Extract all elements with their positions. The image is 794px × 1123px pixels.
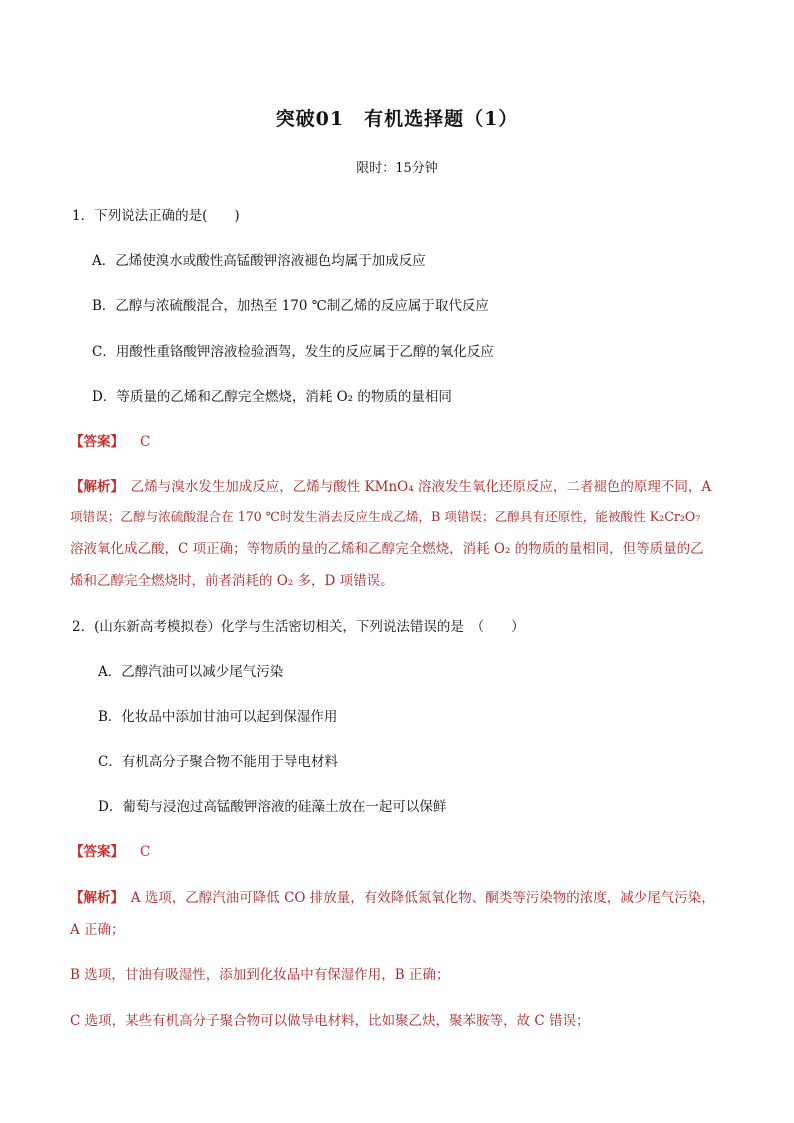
q2-option-d: D．葡萄与浸泡过高锰酸钾溶液的硅藻土放在一起可以保鲜 (98, 799, 447, 815)
q1-answer-label: 【答案】 (70, 434, 124, 450)
time-limit: 限时：15分钟 (356, 161, 438, 176)
q2-answer (70, 840, 740, 860)
q1-stem: 1．下列说法正确的是( ) (72, 208, 240, 224)
q2-analysis-text-1: A 选项，乙醇汽油可降低 CO 排放量，有效降低氮氧化物、酮类等污染物的浓度，减少尾气污染， (130, 890, 715, 906)
q2-option-b: B．化妆品中添加甘油可以起到保湿作用 (98, 709, 338, 725)
q2-analysis-label: 【解析】 (70, 890, 118, 906)
q2-analysis-line-1 (70, 886, 740, 906)
q1-analysis-line-4: 烯和乙醇完全燃烧时，前者消耗的 O₂ 多，D 项错误。 (70, 573, 394, 589)
q2-option-a: A．乙醇汽油可以减少尾气污染 (98, 664, 284, 680)
q1-analysis-line-3: 溶液氧化成乙酸，C 项正确；等物质的量的乙烯和乙醇完全燃烧，消耗 O₂ 的物质的量相同，但等质量的乙 (70, 541, 704, 557)
q1-analysis-line-1 (70, 475, 740, 495)
q2-analysis-line-3: B 选项，甘油有吸湿性，添加到化妆品中有保湿作用，B 正确； (70, 967, 450, 983)
q1-answer-value: C (140, 434, 151, 450)
q1-option-c: C．用酸性重铬酸钾溶液检验酒驾，发生的反应属于乙醇的氧化反应 (92, 344, 494, 360)
q2-stem: 2．(山东新高考模拟卷）化学与生活密切相关，下列说法错误的是 （ ） (72, 619, 525, 635)
q2-answer-value: C (140, 844, 151, 860)
page-title: 突破01 有机选择题（1） (275, 108, 519, 130)
q1-analysis-line-2: 项错误；乙醇与浓硫酸混合在 170 ℃时发生消去反应生成乙烯，B 项错误；乙醇具有还原性，能被酸性 K₂Cr₂O₇ (70, 509, 701, 524)
q1-answer (70, 430, 740, 450)
q1-analysis-text-1: 乙烯与溴水发生加成反应，乙烯与酸性 KMnO₄ 溶液发生氧化还原反应，二者褪色的原理不同，A (130, 479, 712, 495)
q2-option-c: C．有机高分子聚合物不能用于导电材料 (98, 754, 338, 770)
q2-analysis-line-2: A 正确； (70, 922, 125, 938)
q1-analysis-label: 【解析】 (70, 479, 118, 495)
q1-option-d: D．等质量的乙烯和乙醇完全燃烧，消耗 O₂ 的物质的量相同 (92, 389, 452, 405)
q1-option-a: A．乙烯使溴水或酸性高锰酸钾溶液褪色均属于加成反应 (92, 253, 426, 269)
q2-analysis-line-4: C 选项，某些有机高分子聚合物可以做导电材料，比如聚乙炔，聚苯胺等，故 C 错误； (70, 1013, 590, 1029)
q2-answer-label: 【答案】 (70, 844, 124, 860)
q1-option-b: B．乙醇与浓硫酸混合，加热至 170 ℃制乙烯的反应属于取代反应 (92, 298, 489, 314)
